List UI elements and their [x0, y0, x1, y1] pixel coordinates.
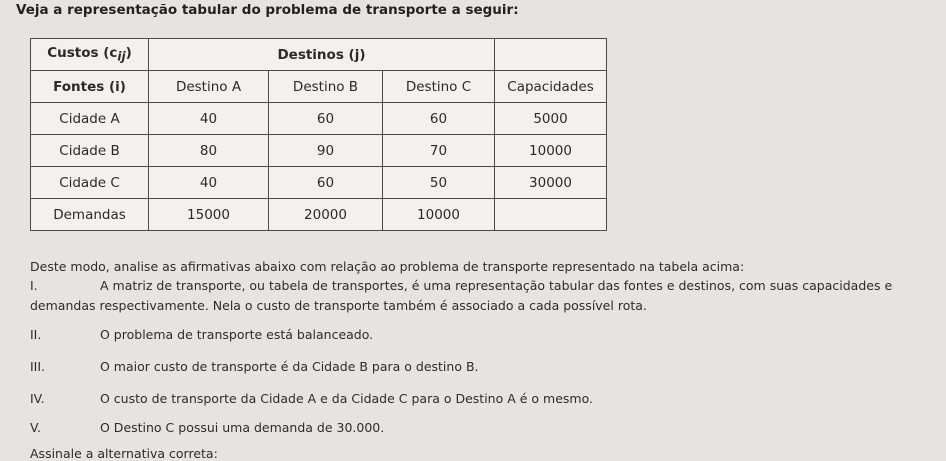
- cost-cell: 60: [269, 103, 383, 135]
- row-label: Cidade A: [31, 103, 149, 135]
- statement-number: I.: [30, 278, 38, 293]
- demand-cell: 15000: [149, 199, 269, 231]
- transport-table: [30, 38, 607, 231]
- empty-header-cell: [495, 39, 607, 71]
- col-header: Destino C: [383, 71, 495, 103]
- col-header: Capacidades: [495, 71, 607, 103]
- capacity-cell: 30000: [495, 167, 607, 199]
- table-row: [31, 103, 607, 135]
- cost-cell: 70: [383, 135, 495, 167]
- statement-number: III.: [30, 359, 46, 374]
- statement-text: O maior custo de transporte é da Cidade B para o destino B.: [100, 359, 479, 374]
- cost-cell: 50: [383, 167, 495, 199]
- col-header: Destino A: [149, 71, 269, 103]
- statement-number: V.: [30, 420, 41, 435]
- intro-text: Veja a representação tabular do problema de transporte a seguir:: [16, 2, 519, 18]
- cost-cell: 60: [269, 167, 383, 199]
- statement-text-continued: demandas respectivamente. Nela o custo de transporte também é associado a cada possível rota.: [30, 298, 647, 313]
- analysis-intro: Deste modo, analise as afirmativas abaixo com relação ao problema de transporte representado na tabela acima:: [30, 259, 745, 274]
- statement-number: II.: [30, 327, 42, 342]
- statement-number: IV.: [30, 391, 45, 406]
- capacity-cell: 10000: [495, 135, 607, 167]
- cost-cell: 60: [383, 103, 495, 135]
- statement-text: O problema de transporte está balanceado.: [100, 327, 374, 342]
- fontes-header: Fontes (i): [31, 71, 149, 103]
- table-row: [31, 199, 607, 231]
- col-header: Destino B: [269, 71, 383, 103]
- destinos-header: Destinos (j): [149, 39, 495, 71]
- statement-text: O Destino C possui uma demanda de 30.000.: [100, 420, 385, 435]
- demand-label: Demandas: [31, 199, 149, 231]
- cost-cell: 90: [269, 135, 383, 167]
- closing-prompt: Assinale a alternativa correta:: [30, 446, 218, 461]
- row-label: Cidade C: [31, 167, 149, 199]
- row-label: Cidade B: [31, 135, 149, 167]
- demand-cell: 20000: [269, 199, 383, 231]
- statement-text: O custo de transporte da Cidade A e da Cidade C para o Destino A é o mesmo.: [100, 391, 593, 406]
- custos-header: Custos $(c_{ij})$: [31, 39, 149, 71]
- capacity-cell: 5000: [495, 103, 607, 135]
- cost-cell: 40: [149, 167, 269, 199]
- demand-cell: 10000: [383, 199, 495, 231]
- table-row: [31, 135, 607, 167]
- cost-cell: 40: [149, 103, 269, 135]
- cost-cell: 80: [149, 135, 269, 167]
- empty-cell: [495, 199, 607, 231]
- statement-text: A matriz de transporte, ou tabela de transportes, é uma representação tabular das fontes e destinos, com suas capacidades e: [100, 278, 893, 293]
- table-row: [31, 167, 607, 199]
